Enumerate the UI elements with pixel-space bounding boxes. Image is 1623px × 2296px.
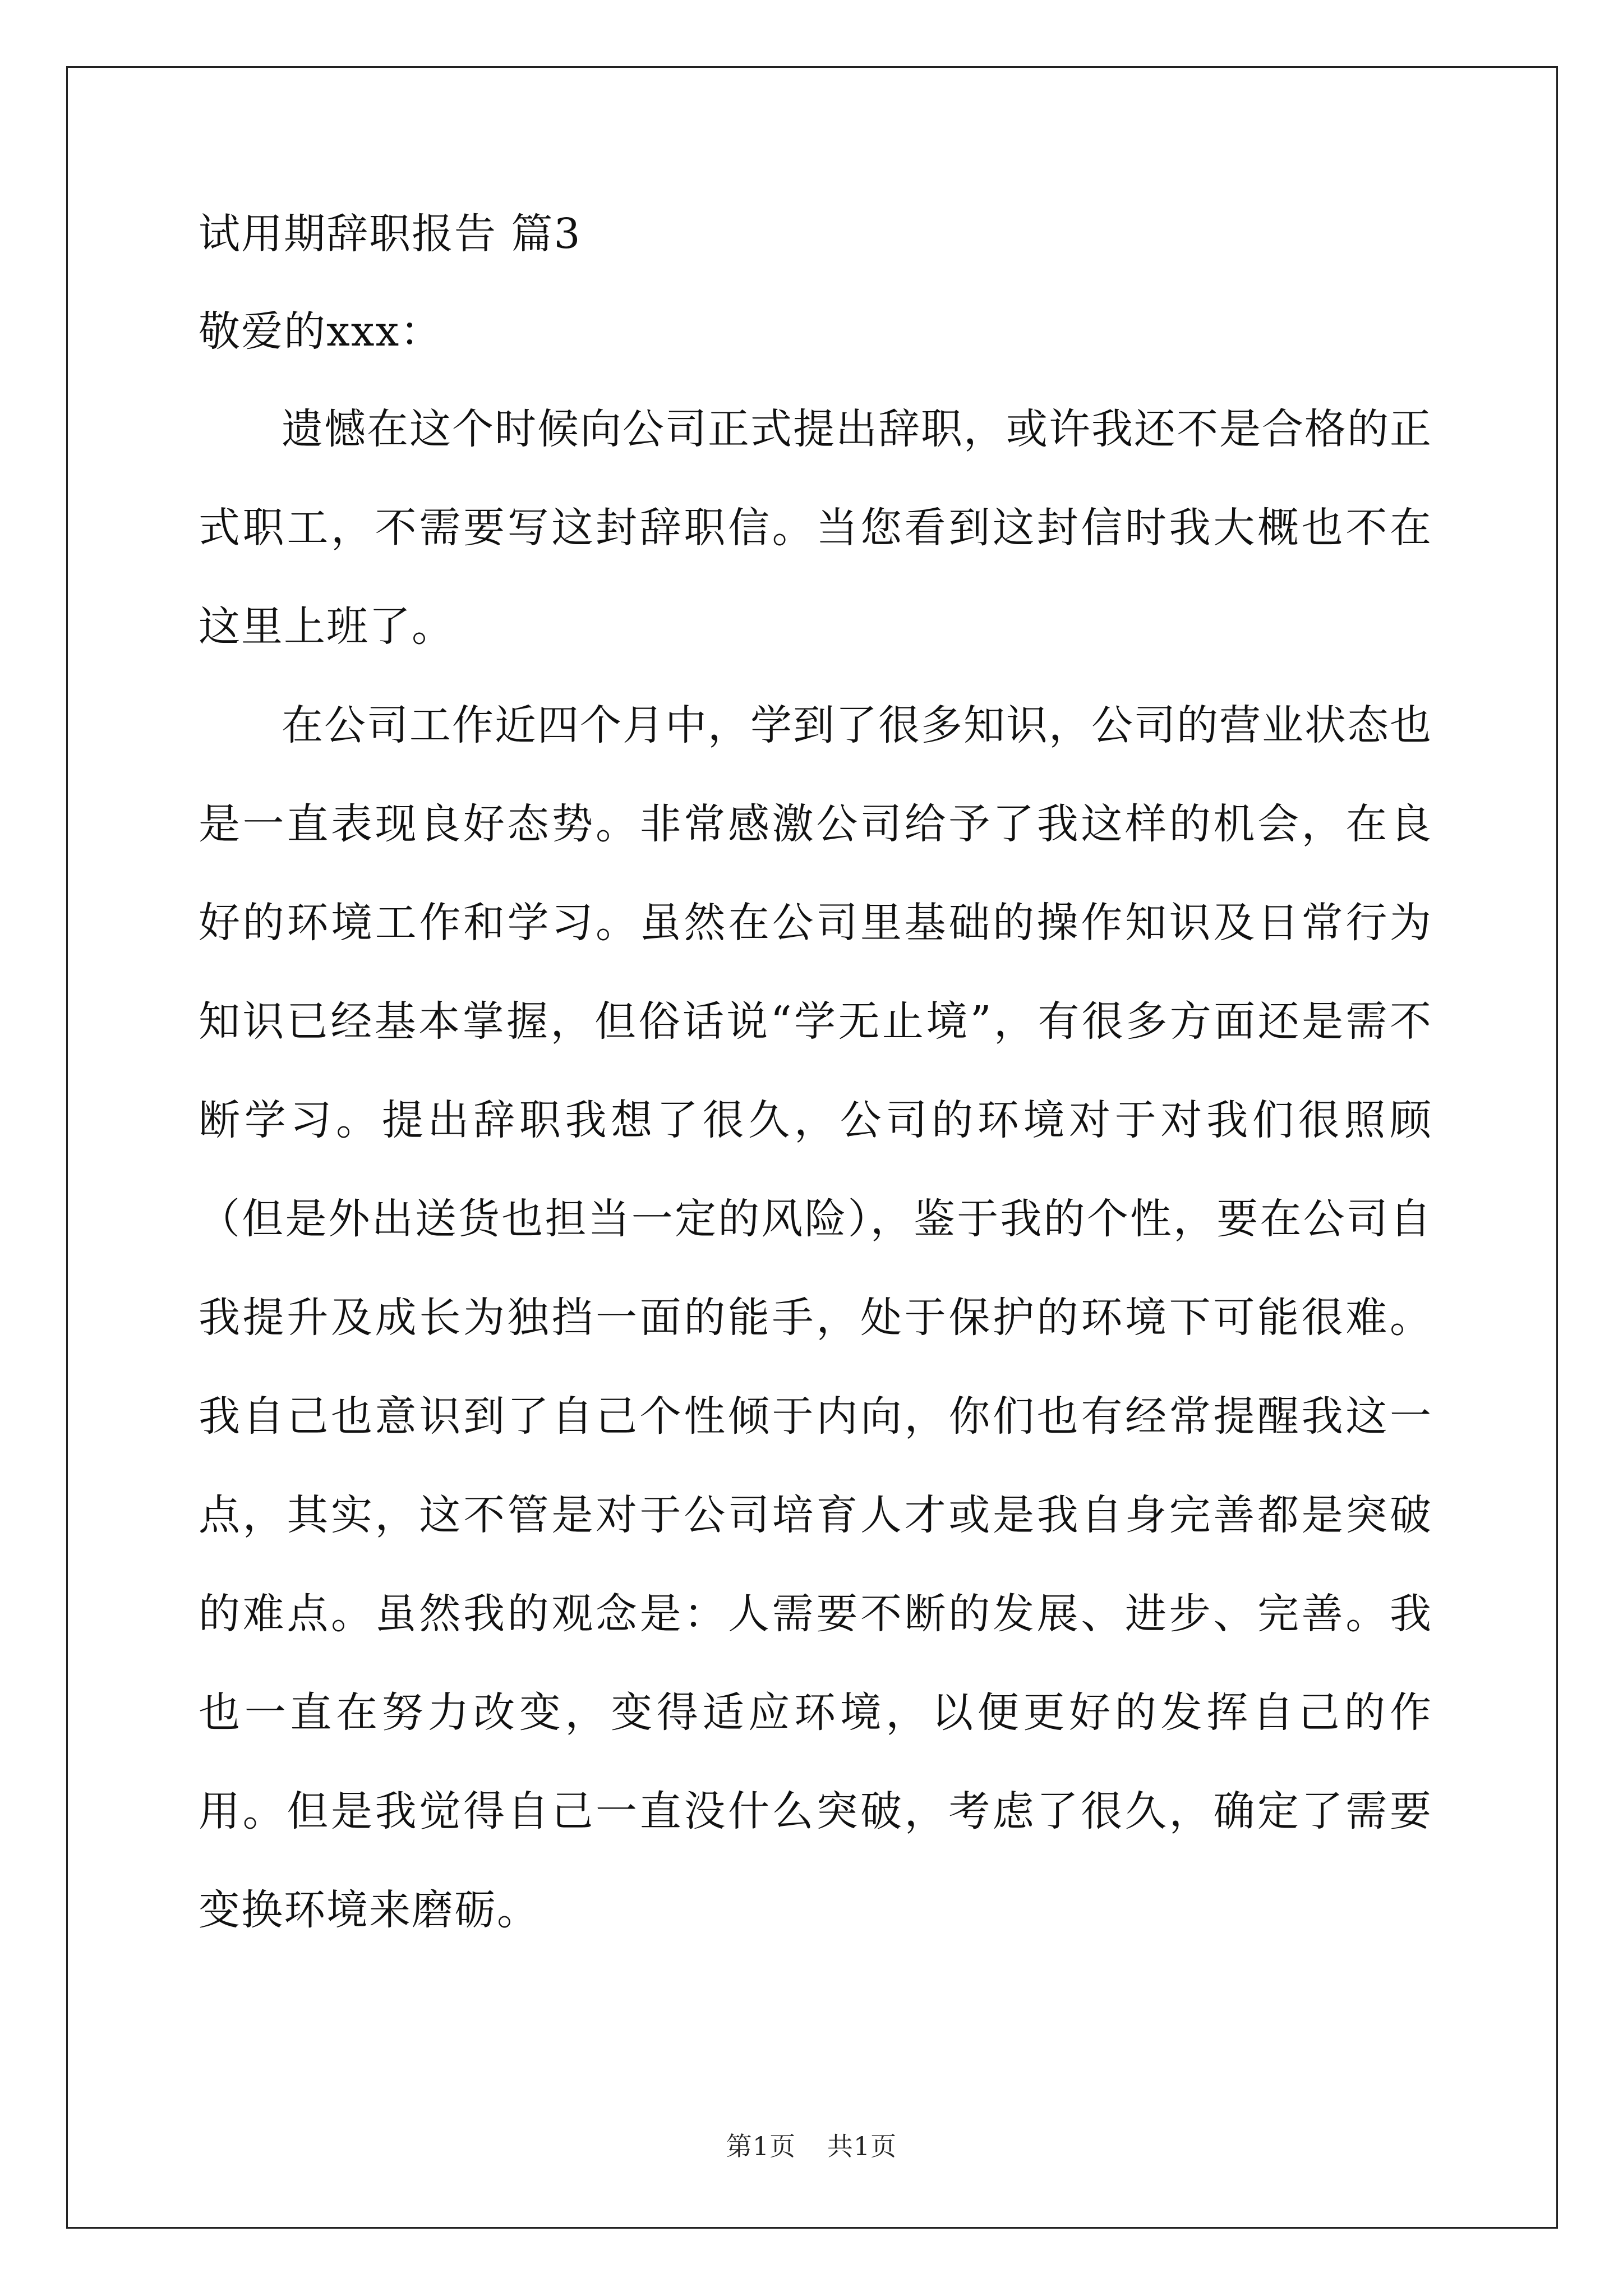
- paragraph-1: [199, 380, 1432, 676]
- page-number-current: 第1页: [726, 2131, 796, 2161]
- paragraph-text: 在公司工作近四个月中，学到了很多知识，公司的营业状态也是一直表现良好态势。非常感激公司给予了我这样的机会，在良好的环境工作和学习。虽然在公司里基础的操作知识及日常行为知识已经基本掌握，但俗话说“学无止境”，有很多方面还是需不断学习。提出辞职我想了很久，公司的环境对于对我们很照顾（但是外出送货也担当一定的风险），鉴于我的个性，要在公司自我提升及成长为独挡一面的能手，处于保护的环境下可能很难。我自己也意识到了自己个性倾于内向，你们也有经常提醒我这一点，其实，这不管是对于公司培育人才或是我自身完善都是突破的难点。虽然我的观念是：人需要不断的发展、进步、完善。我也一直在努力改变，变得适应环境，以便更好的发挥自己的作用。但是我觉得自己一直没什么突破，考虑了很久，确定了需要变换环境来磨砺。: [199, 701, 1432, 1934]
- document-body: [199, 210, 1432, 1959]
- document-title: 试用期辞职报告 篇3: [199, 210, 582, 258]
- paragraph-2: [199, 676, 1432, 1959]
- page-number-total: 共1页: [827, 2131, 897, 2161]
- salutation: 敬爱的xxx：: [199, 307, 443, 356]
- paragraph-text: 遗憾在这个时候向公司正式提出辞职，或许我还不是合格的正式职工，不需要写这封辞职信。当您看到这封信时我大概也不在这里上班了。: [199, 405, 1432, 651]
- page-footer: [0, 2126, 1623, 2163]
